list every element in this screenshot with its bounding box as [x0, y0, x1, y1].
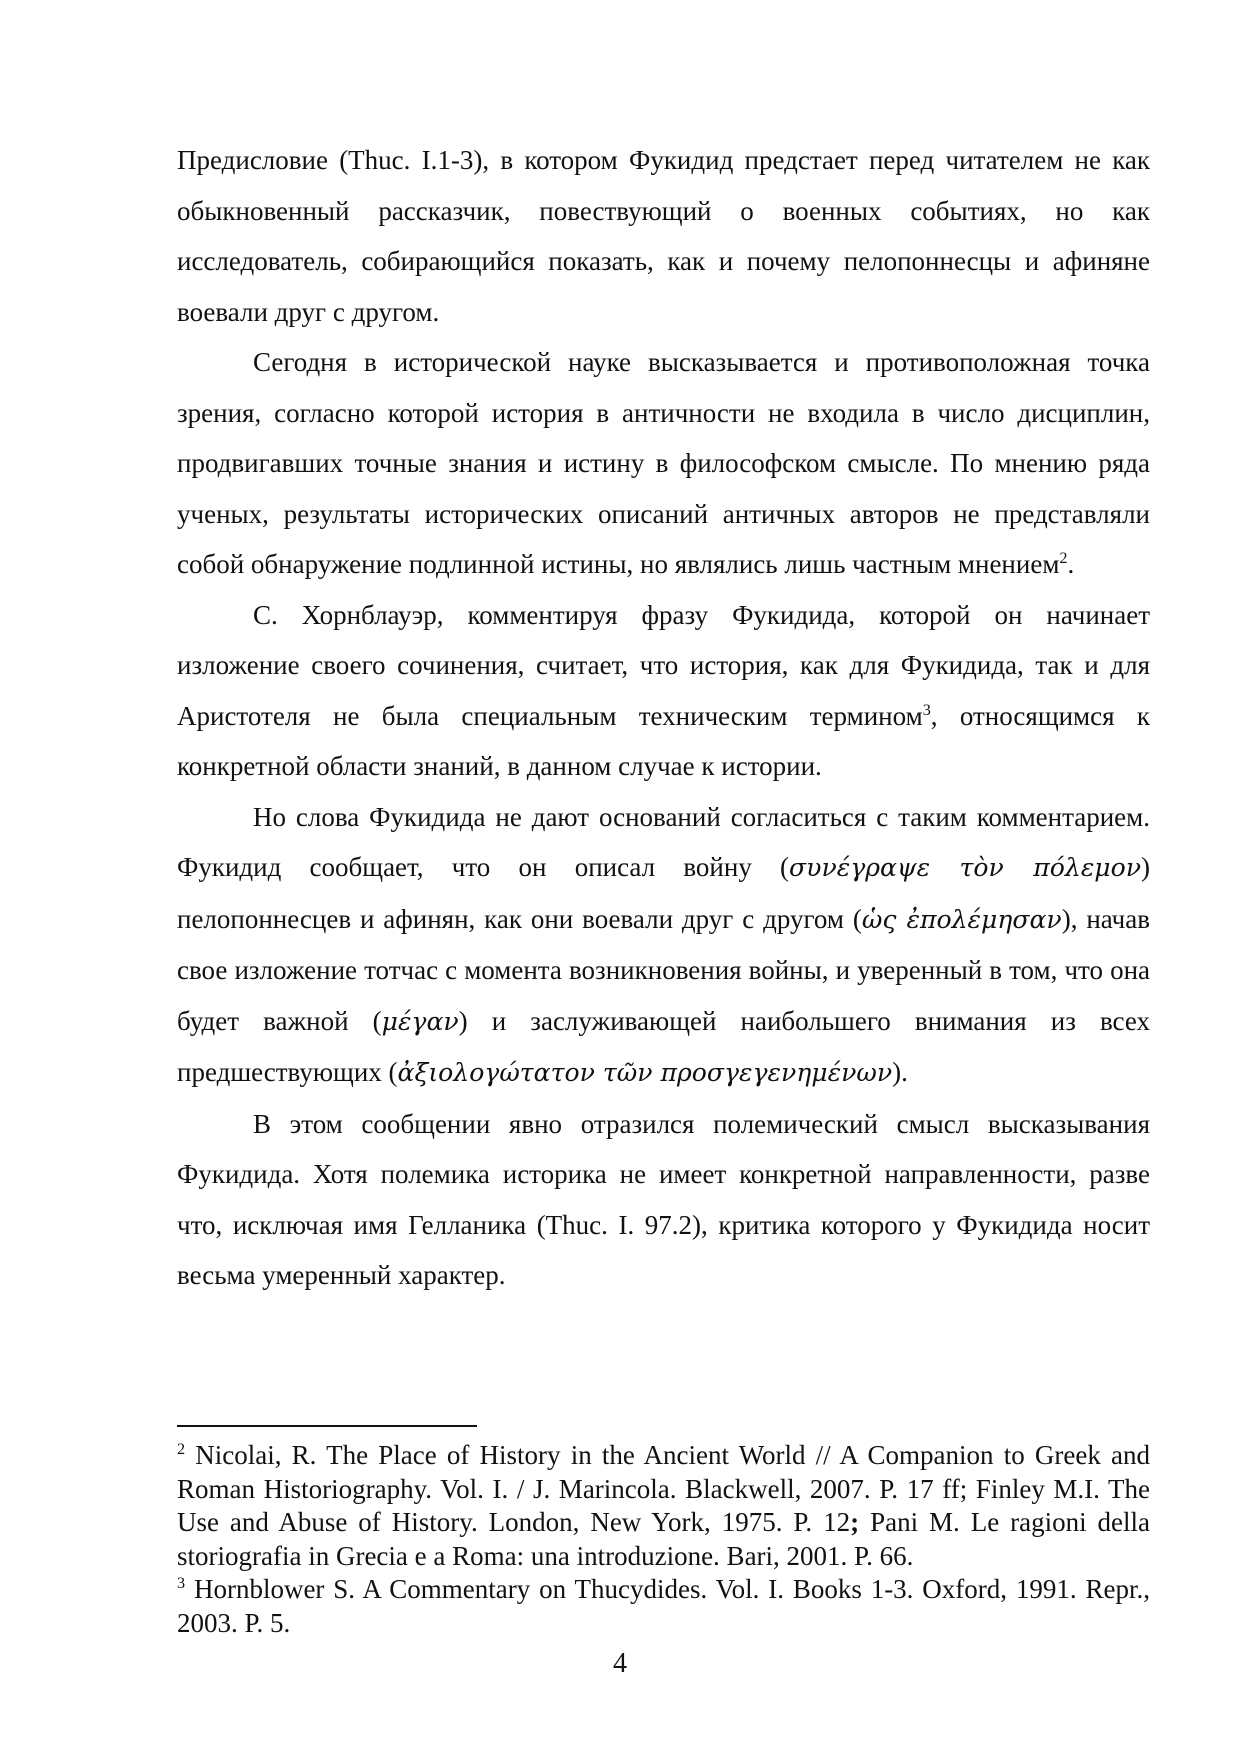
- footnotes: [177, 1439, 1150, 1640]
- paragraph: [177, 337, 1150, 590]
- text-segment: ).: [892, 1057, 908, 1087]
- main-text: [177, 135, 1150, 1301]
- paragraph: В этом сообщении явно отразился полемический смысл высказывания Фукидида. Хотя полемика историка не имеет конкретной направленности, разве что, исключая имя Гелланика (Thuc. I. 97.2), критика которого у Фукидида носит весьма умеренный характер.: [177, 1108, 1150, 1290]
- footnote-ref[interactable]: 2: [1059, 549, 1068, 567]
- footnote-text: Hornblower S. A Commentary on Thucydides. Vol. I. Books 1-3. Oxford, 1991. Repr., 2003. P. 5.: [177, 1574, 1150, 1638]
- paragraph: [177, 792, 1150, 1099]
- text-segment: ) пелопоннесцев и афинян, как они воевали друг с другом (: [177, 852, 1150, 934]
- text-segment: Но слова Фукидида не дают оснований согласиться с таким комментарием. Фукидид сообщает, что он описал войну (: [177, 801, 1150, 882]
- greek-quote: ὡς ἐπολέμησαν: [861, 904, 1062, 934]
- footnote-separator-char: ;: [850, 1507, 860, 1537]
- footnote-ref[interactable]: 3: [922, 700, 931, 719]
- greek-quote: μέγαν: [381, 1006, 459, 1036]
- footnote-number: 3: [177, 1574, 186, 1592]
- paragraph-text-end: .: [1067, 549, 1075, 579]
- paragraph: [177, 590, 1150, 792]
- footnote-text: Nicolai, R. The Place of History in the Ancient World // A Companion to Greek and Roman Historiography. Vol. I. / J. Marincola. Blackwell, 2007. P. 17 ff; Finley M.I. The Use and Abuse of History. London, New York, 1975. P. 12: [177, 1440, 1150, 1537]
- footnote-text: Pani M. Le ragioni della storiografia in Grecia e a Roma: una introduzione. Bari, 2001. P. 66.: [177, 1507, 1150, 1571]
- paragraph: Предисловие (Thuc. I.1-3), в котором Фукидид предстает перед читателем не как обыкновенный рассказчик, повествующий о военных событиях, но как исследователь, собирающийся показать, как и почему пелопоннесцы и афиняне воевали друг с другом.: [177, 145, 1150, 327]
- text-segment: ) и заслуживающей наибольшего внимания из всех предшествующих (: [177, 1005, 1151, 1087]
- footnote-3: [177, 1573, 1150, 1640]
- paragraph-text: С. Хорнблауэр, комментируя фразу Фукидида, которой он начинает изложение своего сочинения, считает, что история, как для Фукидида, так и для Аристотеля не была специальным техническим термином: [177, 599, 1150, 731]
- text-segment: ), начав свое изложение тотчас с момента возникновения войны, и уверенный в том, что она будет важной (: [177, 903, 1150, 1036]
- footnote-number: 2: [177, 1440, 186, 1458]
- greek-quote: συνέγραψε τὸν πόλεμον: [789, 853, 1141, 882]
- paragraph-text-end: , относящимся к конкретной области знаний, в данном случае к истории.: [177, 700, 1150, 781]
- footnote-2: [177, 1439, 1150, 1573]
- footnote-separator: [177, 1425, 477, 1427]
- paragraph-text: Сегодня в исторической науке высказывается и противоположная точка зрения, согласно которой история в античности не входила в число дисциплин, продвигавших точные знания и истину в философском смысле. По мнению ряда ученых, результаты исторических описаний античных авторов не представляли собой обнаружение подлинной истины, но являлись лишь частным мнением: [177, 347, 1150, 579]
- greek-quote: ἀξιολογώτατον τῶν προσγεγενημένων: [397, 1058, 893, 1087]
- page-number: 4: [613, 1648, 627, 1679]
